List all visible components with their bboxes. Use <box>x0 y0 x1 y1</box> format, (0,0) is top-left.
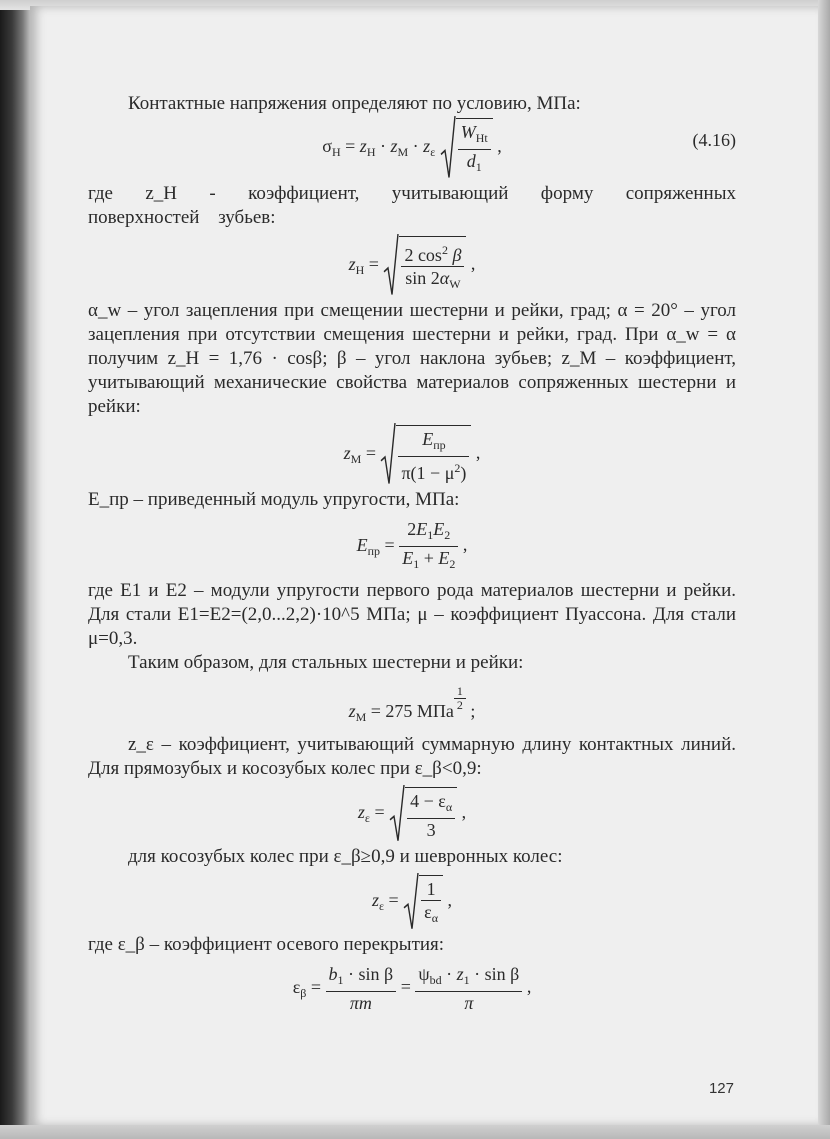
sqrt-sign: $\frac{1}{\varepsilon_\alpha}$ <box>403 875 443 929</box>
paragraph-ze-definition: z_ε – коэффициент, учитывающий суммарную длину контактных линий. Для прямозубых и косозубых колес при ε_β<0,9: <box>88 734 736 779</box>
formula-zh: $z_H$ = $\frac{2 \cos^2 \beta}{\sin 2\alpha_W}$ , <box>88 236 736 295</box>
formula-eps-beta: $\varepsilon_\beta$ = $\frac{b_1 \cdot \sin \beta}{\pi m}$ = $\psi_{bd} \cdot z_1 \cdot \sin \beta$ π , <box>292 964 532 1013</box>
formula-zm-value: $z_M = 275$ МПа $\frac{1}{2}$ ; <box>348 684 476 724</box>
zm-value: 275 МПа <box>385 701 454 721</box>
page-bottom-edge <box>0 1125 830 1139</box>
formula-epr: $E_{пр}$ = $\frac{2E_1E_2}{E_1 + E_2}$ , <box>356 519 468 571</box>
sqrt-sign: $W_{Ht}$ $d_1$ <box>440 118 493 178</box>
paragraph-overlap: где ε_β – коэффициент осевого перекрытия: <box>88 934 445 955</box>
paragraph-moduli: где E1 и E2 – модули упругости первого рода материалов шестерни и рейки. Для стали E1=E2=(2,0...2,2)·10^5 МПа; μ – коэффициент Пуассона. Для стали μ=0,3. <box>88 580 736 649</box>
page-content <box>88 92 736 1018</box>
paragraph-intro: Контактные напряжения определяют по условию, МПа: <box>128 93 581 114</box>
formula-ze-straight: $z_\varepsilon$ = $\frac{4 - \varepsilon_\alpha}{3}$ , <box>88 787 736 841</box>
paragraph-zh-definition: где z_H - коэффициент, учитывающий форму сопряженных поверхностей зубьев: <box>88 183 736 228</box>
sqrt-sign: $E_{пр}$ $\pi(1 - \mu^2)$ <box>380 425 471 484</box>
paragraph-helical: для косозубых колес при ε_β≥0,9 и шевронных колес: <box>128 846 563 867</box>
paragraph-steel: Таким образом, для стальных шестерни и рейки: <box>128 652 524 673</box>
book-spine-shadow <box>0 0 30 1139</box>
formula-zm: $z_M$ = $E_{пр}$ $\pi(1 - \mu^2)$ , <box>88 425 736 484</box>
sqrt-sign: $\frac{4 - \varepsilon_\alpha}{3}$ <box>389 787 457 841</box>
paragraph-angles: α_w – угол зацепления при смещении шестерни и рейки, град; α = 20° – угол зацепления при отсутствии смещения шестерни и рейки, град. При α_w = α получим z_H = 1,76 · cosβ; β – угол наклона зубьев; z_M – коэффициент, учитывающий механические свойства материалов сопряженных шестерни и рейки: <box>88 300 736 417</box>
page-right-edge <box>818 0 830 1139</box>
sqrt-sign: $\frac{2 \cos^2 \beta}{\sin 2\alpha_W}$ <box>383 236 466 295</box>
equation-number: (4.16) <box>692 130 736 150</box>
formula-contact-stress: $\sigma_H = z_H \cdot z_M \cdot z_\varepsilon$ $W_{Ht}$ $d_1$ , (4.16) <box>88 118 736 178</box>
page-number: 127 <box>708 1080 734 1097</box>
paragraph-epr: E_пр – приведенный модуль упругости, МПа: <box>88 489 460 510</box>
formula-ze-helical: $z_\varepsilon$ = $\frac{1}{\varepsilon_\alpha}$ , <box>88 875 736 929</box>
